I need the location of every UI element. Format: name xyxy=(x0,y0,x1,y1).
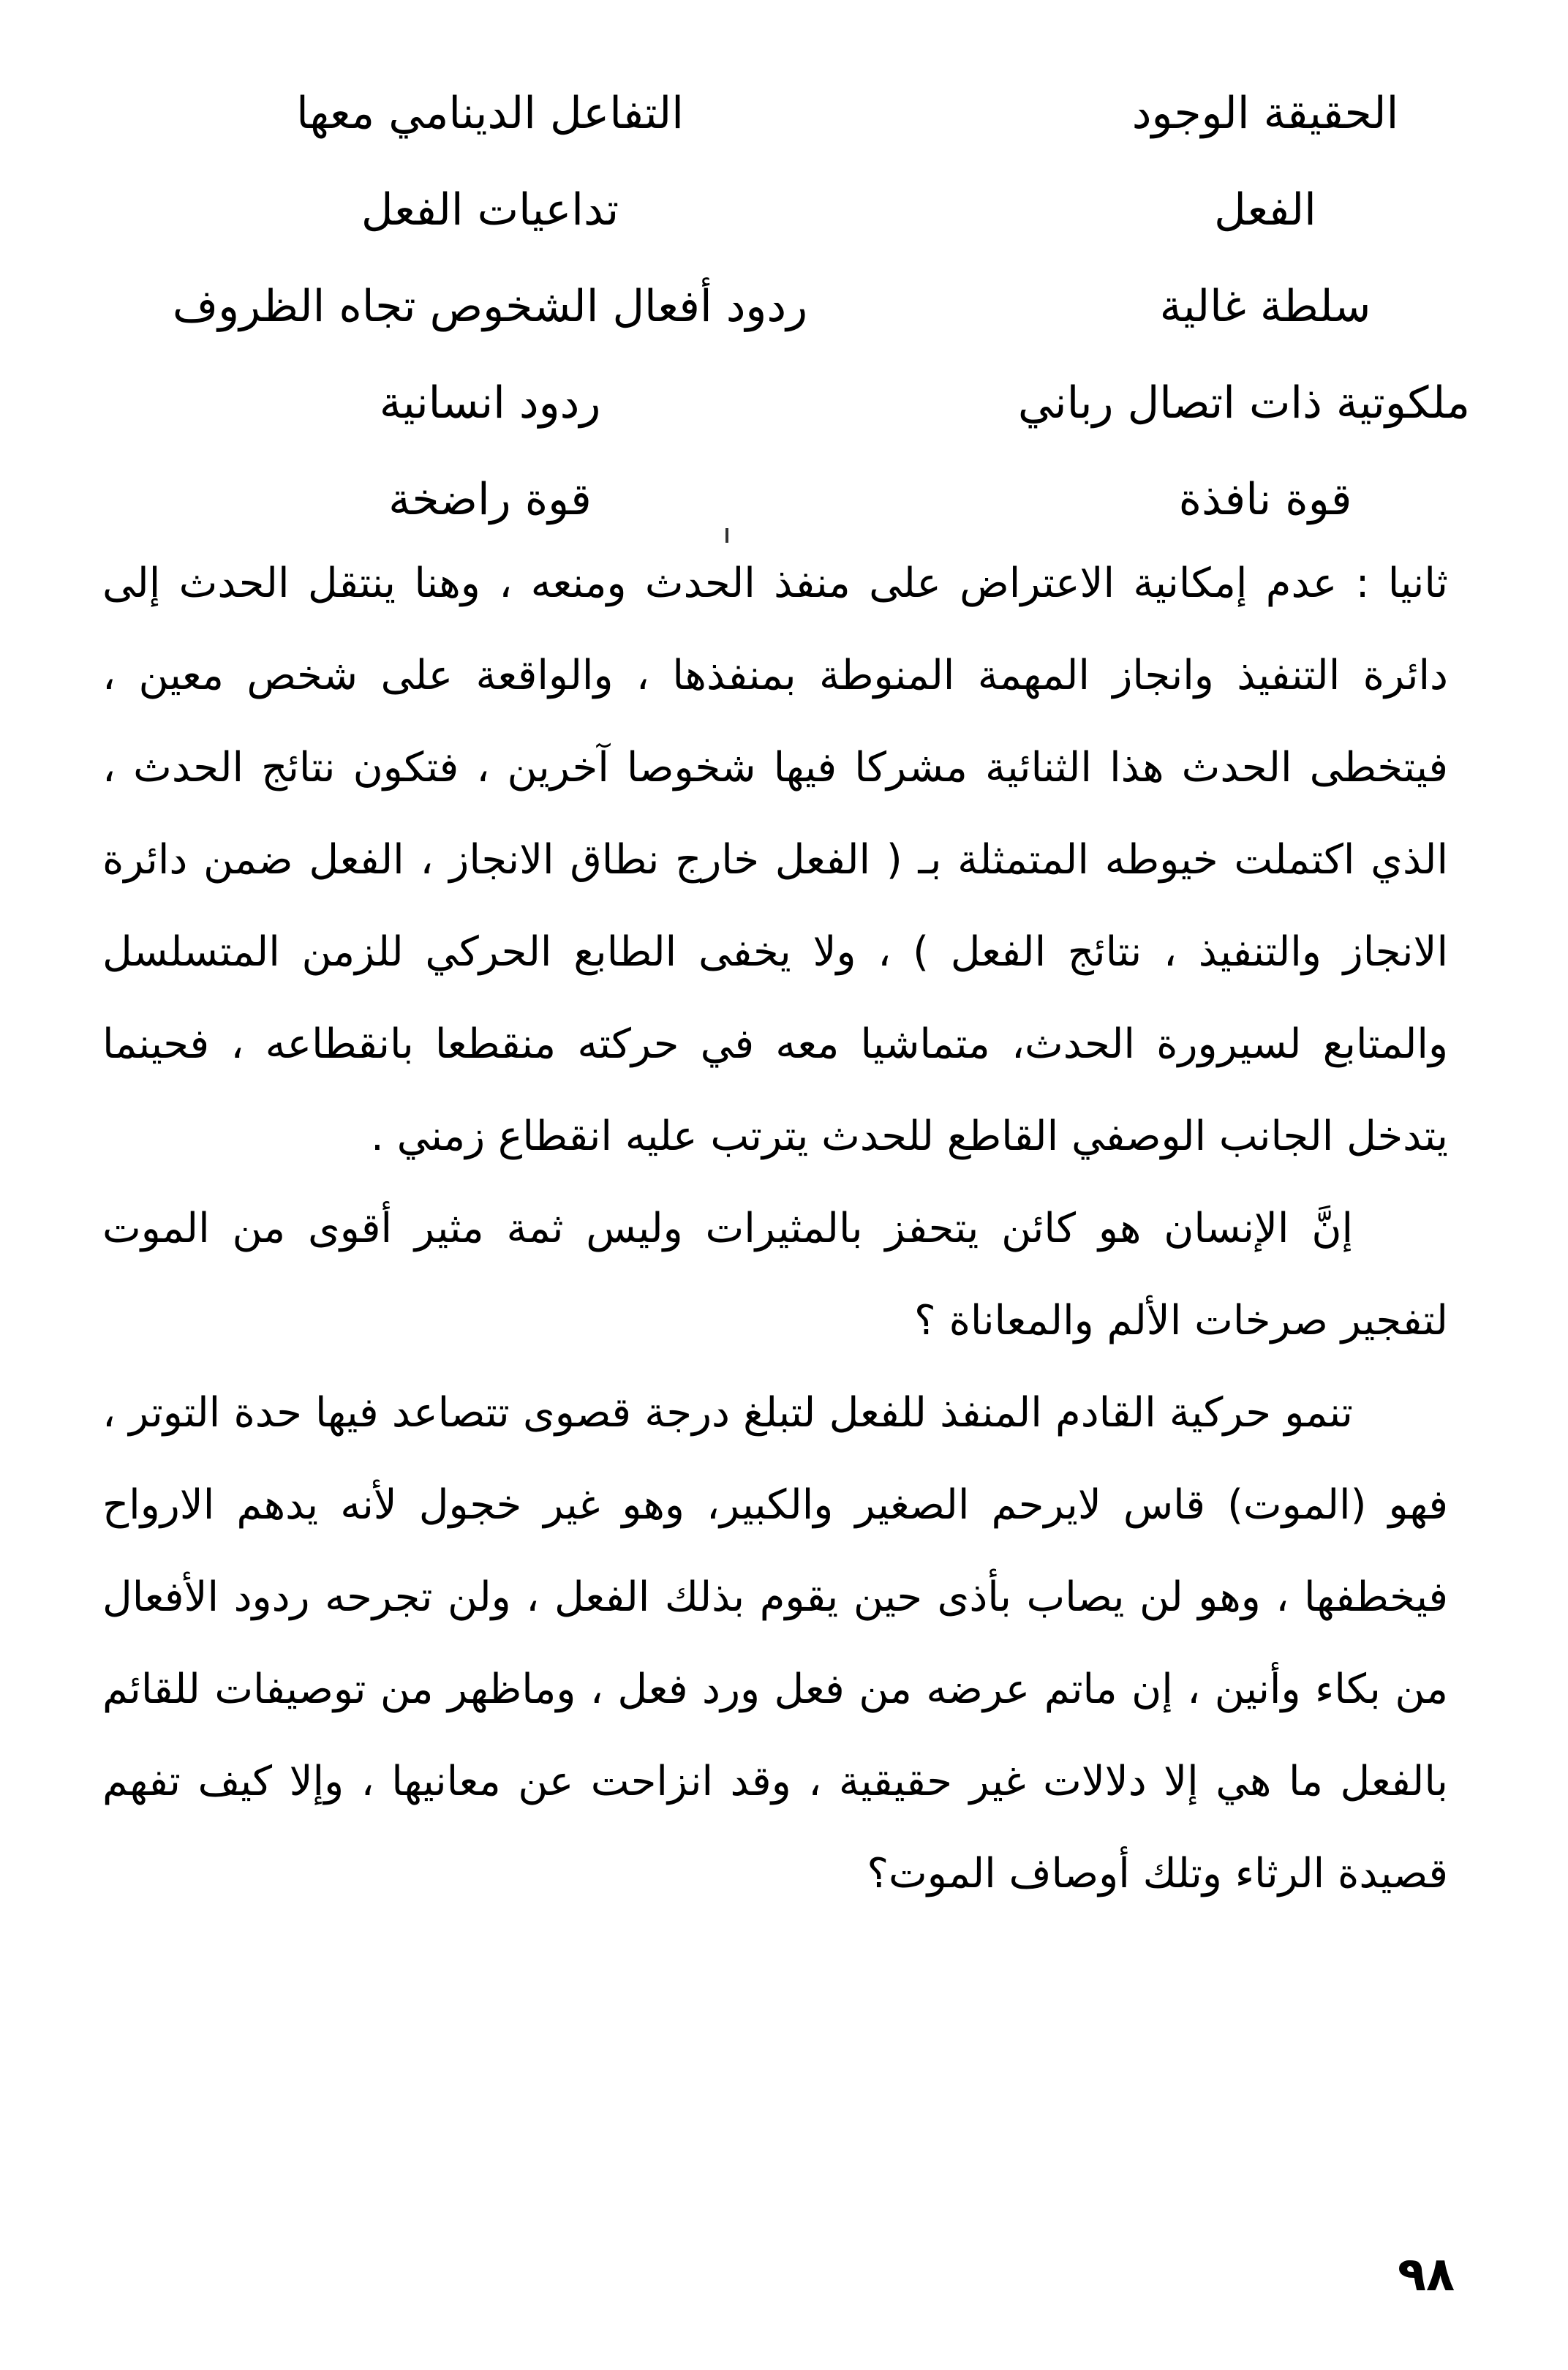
body-text xyxy=(102,538,1448,1920)
comparison-right-cell: قوة نافذة xyxy=(1178,474,1352,525)
comparison-left-cell: تداعيات الفعل xyxy=(361,184,619,236)
comparison-left-cell: قوة راضخة xyxy=(388,474,592,525)
comparison-right-cell: الفعل xyxy=(1214,184,1316,236)
comparison-row xyxy=(102,270,1470,366)
paragraph: تنمو حركية القادم المنفذ للفعل لتبلغ درجة قصوى تتصاعد فيها حدة التوتر ، فهو (الموت) قاس لايرحم الصغير والكبير، وهو غير خجول لأنه يدهم الارواح فيخطفها ، وهو لن يصاب بأذى حين يقوم بذلك الفعل ، ولن تجرحه ردود الأفعال من بكاء وأنين ، إن ماتم عرضه من فعل ورد فعل ، وماظهر من توصيفات للقائم بالفعل ما هي إلا دلالات غير حقيقية ، وقد انزاحت عن معانيها ، وإلا كيف تفهم قصيدة الرثاء وتلك أوصاف الموت؟ xyxy=(102,1389,1448,1897)
comparison-row xyxy=(102,173,1470,270)
comparison-right-cell: ملكوتية ذات اتصال رباني xyxy=(1017,377,1470,429)
comparison-table xyxy=(102,77,1470,530)
comparison-left-cell: التفاعل الدينامي معها xyxy=(296,88,684,139)
comparison-right-cell: الحقيقة الوجود xyxy=(1131,88,1399,139)
paragraph: ثانيا : عدم إمكانية الاعتراض على منفذ الحدث ومنعه ، وهنا ينتقل الحدث إلى دائرة التنفيذ وانجاز المهمة المنوطة بمنفذها ، والواقعة على شخص معين ، فيتخطى الحدث هذا الثنائية مشركا فيها شخوصا آخرين ، فتكون نتائج الحدث ، الذي اكتملت خيوطه المتمثلة بـ ( الفعل خارج نطاق الانجاز ، الفعل ضمن دائرة الانجاز والتنفيذ ، نتائج الفعل ) ، ولا يخفى الطابع الحركي للزمن المتسلسل والمتابع لسيرورة الحدث، متماشيا معه في حركته منقطعا بانقطاعه ، فحينما يتدخل الجانب الوصفي القاطع للحدث يترتب عليه انقطاع زمني . xyxy=(102,560,1448,1160)
comparison-row xyxy=(102,366,1470,463)
comparison-left-cell: ردود انسانية xyxy=(379,377,601,429)
comparison-right-cell: سلطة غالية xyxy=(1159,281,1371,332)
page-number: ٩٨ xyxy=(1397,2248,1455,2302)
paragraph: إنَّ الإنسان هو كائن يتحفز بالمثيرات وليس ثمة مثير أقوى من الموت لتفجير صرخات الألم والمعاناة ؟ xyxy=(102,1205,1448,1344)
comparison-left-cell: ردود أفعال الشخوص تجاه الظروف xyxy=(172,281,808,332)
comparison-row xyxy=(102,77,1470,173)
